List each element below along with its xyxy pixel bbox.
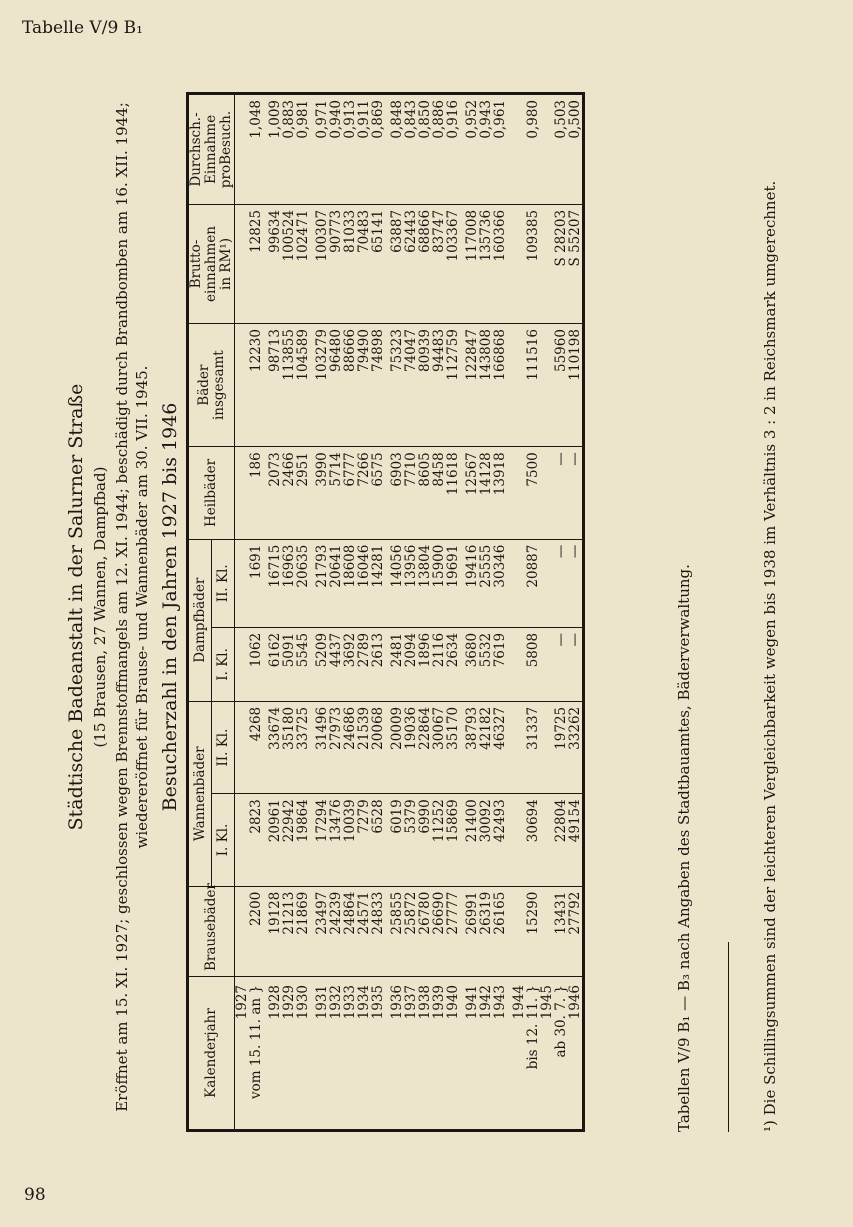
cell-ges: 113855 — [282, 324, 296, 447]
cell-d2: 18608 — [343, 539, 357, 627]
cell-w1: 7279 — [357, 794, 371, 886]
cell-heil: 3990 — [315, 447, 329, 539]
cell-w1: 30694 — [526, 794, 540, 886]
cell-heil: 8458 — [432, 447, 446, 539]
cell-brutto: 63887 — [390, 204, 404, 323]
cell-year: 1933 — [343, 977, 357, 1131]
cell-d2: 20887 — [526, 539, 540, 627]
cell-brause: 15290 — [526, 886, 540, 976]
cell-year: 1945 — [540, 977, 554, 1131]
cell-d1: 4437 — [329, 627, 343, 701]
cell-avg: 0,869 — [371, 94, 385, 205]
cell-brause: 27792 — [568, 886, 584, 976]
cell-heil: 2466 — [282, 447, 296, 539]
cell-year: 1932 — [329, 977, 343, 1131]
cell-ges: 166868 — [493, 324, 507, 447]
cell-avg: 0,500 — [568, 94, 584, 205]
cell-brause — [512, 886, 526, 976]
cell-d2: 19691 — [446, 539, 460, 627]
cell-brause: 23497 — [315, 886, 329, 976]
cell-brause — [235, 886, 250, 976]
header-wannen-klasse-2: II. Kl. — [212, 701, 235, 793]
cell-d1 — [235, 627, 250, 701]
cell-ges: 112759 — [446, 324, 460, 447]
cell-year: 1928 — [268, 977, 282, 1131]
cell-d1: 5532 — [479, 627, 493, 701]
cell-ges: 110198 — [568, 324, 584, 447]
cell-w1: 42493 — [493, 794, 507, 886]
table-body — [235, 94, 584, 1131]
cell-d1 — [512, 627, 526, 701]
cell-w1: 5379 — [404, 794, 418, 886]
cell-avg: 0,886 — [432, 94, 446, 205]
table-row — [329, 94, 343, 1131]
header-dampf-klasse-1: I. Kl. — [212, 627, 235, 701]
cell-brutto: 100307 — [315, 204, 329, 323]
cell-brutto: 160366 — [493, 204, 507, 323]
cell-brutto: 62443 — [404, 204, 418, 323]
cell-w2: 35180 — [282, 701, 296, 793]
cell-year: 1942 — [479, 977, 493, 1131]
cell-avg — [540, 94, 554, 205]
cell-heil: 2951 — [296, 447, 310, 539]
table-row — [540, 94, 554, 1131]
cell-year: 1936 — [390, 977, 404, 1131]
header-brutto-line-3: in RM¹) — [218, 238, 234, 290]
cell-w2: 46327 — [493, 701, 507, 793]
cell-year: 1934 — [357, 977, 371, 1131]
table-row — [526, 94, 540, 1131]
cell-avg: 0,940 — [329, 94, 343, 205]
cell-w2: 22864 — [418, 701, 432, 793]
cell-ges: 12230 — [249, 324, 263, 447]
cell-ges: 55960 — [554, 324, 568, 447]
cell-d2 — [512, 539, 526, 627]
cell-d1: 1062 — [249, 627, 263, 701]
header-durchschnitt — [188, 94, 235, 205]
cell-w1: 15869 — [446, 794, 460, 886]
header-baeder-insgesamt — [188, 324, 235, 447]
cell-d1: 6162 — [268, 627, 282, 701]
document-subtitle: (15 Brausen, 27 Wannen, Dampfbad) — [91, 466, 109, 748]
visitor-statistics-table — [186, 92, 585, 1132]
table-row — [235, 94, 250, 1131]
cell-d2: 16046 — [357, 539, 371, 627]
cell-ges — [235, 324, 250, 447]
cell-d1: 3692 — [343, 627, 357, 701]
cell-brause: 21213 — [282, 886, 296, 976]
cell-w2: 20009 — [390, 701, 404, 793]
cell-d2: 13804 — [418, 539, 432, 627]
cell-year: 1929 — [282, 977, 296, 1131]
cell-year: 1941 — [465, 977, 479, 1131]
cell-w2: 27973 — [329, 701, 343, 793]
cell-ges — [540, 324, 554, 447]
cell-brause — [540, 886, 554, 976]
cell-heil — [512, 447, 526, 539]
header-wannenbaeder: Wannenbäder — [188, 701, 212, 886]
cell-d1: 3680 — [465, 627, 479, 701]
cell-year: 1937 — [404, 977, 418, 1131]
cell-w1: 21400 — [465, 794, 479, 886]
cell-ges: 98713 — [268, 324, 282, 447]
cell-w1 — [512, 794, 526, 886]
cell-brutto: 70483 — [357, 204, 371, 323]
cell-ges: 80939 — [418, 324, 432, 447]
cell-avg: 0,971 — [315, 94, 329, 205]
cell-ges: 74047 — [404, 324, 418, 447]
header-dampf-klasse-2: II. Kl. — [212, 539, 235, 627]
cell-brause: 26690 — [432, 886, 446, 976]
history-note-line-2: wiedereröffnet für Brause- und Wannenbäder am 30. VII. 1945. — [133, 365, 151, 849]
cell-avg: 0,980 — [526, 94, 540, 205]
cell-year: 1935 — [371, 977, 385, 1131]
cell-ges — [512, 324, 526, 447]
cell-d2: 30346 — [493, 539, 507, 627]
table-row — [568, 94, 584, 1131]
table-row — [315, 94, 329, 1131]
cell-heil: 7500 — [526, 447, 540, 539]
cell-ges: 111516 — [526, 324, 540, 447]
cell-brause: 26780 — [418, 886, 432, 976]
cell-brause: 24833 — [371, 886, 385, 976]
cell-brause: 24571 — [357, 886, 371, 976]
cell-w2: 33674 — [268, 701, 282, 793]
cell-w2: 19036 — [404, 701, 418, 793]
cell-brutto — [540, 204, 554, 323]
cell-brutto: 90773 — [329, 204, 343, 323]
cell-w1: 11252 — [432, 794, 446, 886]
cell-avg: 0,913 — [343, 94, 357, 205]
cell-brause: 26991 — [465, 886, 479, 976]
cell-w2: 33725 — [296, 701, 310, 793]
cell-d1: 5808 — [526, 627, 540, 701]
header-insgesamt-line-1: Bäder — [195, 364, 212, 406]
cell-avg: 0,503 — [554, 94, 568, 205]
cell-brutto: 109385 — [526, 204, 540, 323]
cell-w2: 31496 — [315, 701, 329, 793]
cell-d2: — — [554, 539, 568, 627]
cell-heil: 7710 — [404, 447, 418, 539]
table-row — [343, 94, 357, 1131]
cell-year: ab 30. 7. } — [554, 977, 568, 1131]
cell-d2: 14281 — [371, 539, 385, 627]
cell-w2: 20068 — [371, 701, 385, 793]
cell-w1: 22942 — [282, 794, 296, 886]
cell-brause: 26165 — [493, 886, 507, 976]
cell-year: 1939 — [432, 977, 446, 1131]
header-heilbaeder: Heilbäder — [188, 447, 235, 539]
cell-heil: 14128 — [479, 447, 493, 539]
cell-brutto: 65141 — [371, 204, 385, 323]
cell-heil: 8605 — [418, 447, 432, 539]
cell-brutto — [512, 204, 526, 323]
cell-d1: 2481 — [390, 627, 404, 701]
cell-d1: 2789 — [357, 627, 371, 701]
cell-ges: 122847 — [465, 324, 479, 447]
cell-w2: 33262 — [568, 701, 584, 793]
header-durchschnitt-line-2: Einnahme — [203, 114, 219, 185]
cell-d1: 2613 — [371, 627, 385, 701]
cell-d1: 2094 — [404, 627, 418, 701]
table-row — [268, 94, 282, 1131]
cell-avg: 0,952 — [465, 94, 479, 205]
cell-avg: 0,848 — [390, 94, 404, 205]
cell-brutto: 12825 — [249, 204, 263, 323]
cell-avg: 1,048 — [249, 94, 263, 205]
rotated-page-content — [63, 52, 853, 1162]
cell-w2 — [512, 701, 526, 793]
cell-brutto: S 55207 — [568, 204, 584, 323]
cell-ges: 143808 — [479, 324, 493, 447]
cell-w1: 30092 — [479, 794, 493, 886]
cell-w1: 19864 — [296, 794, 310, 886]
cell-w1 — [540, 794, 554, 886]
cell-heil: 6575 — [371, 447, 385, 539]
cell-heil: 5714 — [329, 447, 343, 539]
cell-brutto — [235, 204, 250, 323]
cell-ges: 88666 — [343, 324, 357, 447]
table-row — [390, 94, 404, 1131]
cell-brutto: 103367 — [446, 204, 460, 323]
cell-ges: 79490 — [357, 324, 371, 447]
cell-d1: 5209 — [315, 627, 329, 701]
cell-d2: 16963 — [282, 539, 296, 627]
table-row — [418, 94, 432, 1131]
cell-d1: — — [568, 627, 584, 701]
cell-brutto: 68866 — [418, 204, 432, 323]
cell-d1: 1896 — [418, 627, 432, 701]
cell-d1: — — [554, 627, 568, 701]
table-row — [371, 94, 385, 1131]
cell-w2: 21539 — [357, 701, 371, 793]
cell-heil — [235, 447, 250, 539]
cell-avg: 0,943 — [479, 94, 493, 205]
cell-brause: 21869 — [296, 886, 310, 976]
header-brausebaeder: Brausebäder — [188, 886, 235, 976]
header-brutto-line-2: einnahmen — [203, 226, 219, 302]
cell-w2 — [235, 701, 250, 793]
cell-year: 1944 — [512, 977, 526, 1131]
cell-brutto: 135736 — [479, 204, 493, 323]
cell-heil: 6903 — [390, 447, 404, 539]
cell-d1: 2116 — [432, 627, 446, 701]
cell-w2: 35170 — [446, 701, 460, 793]
cell-brause: 24239 — [329, 886, 343, 976]
cell-w2: 19725 — [554, 701, 568, 793]
cell-w1 — [235, 794, 250, 886]
footnote-divider — [728, 942, 729, 1132]
cell-brause: 19128 — [268, 886, 282, 976]
cell-d1: 7619 — [493, 627, 507, 701]
cell-brause: 13431 — [554, 886, 568, 976]
table-row — [465, 94, 479, 1131]
cell-w2: 42182 — [479, 701, 493, 793]
cell-avg: 0,916 — [446, 94, 460, 205]
cell-d2: — — [568, 539, 584, 627]
cell-w1: 17294 — [315, 794, 329, 886]
cell-year: bis 12. 11. } — [526, 977, 540, 1131]
table-row — [479, 94, 493, 1131]
cell-year: vom 15. 11. an } — [249, 977, 263, 1131]
document-title: Städtische Badeanstalt in der Salurner Straße — [65, 383, 87, 831]
cell-heil: 2073 — [268, 447, 282, 539]
cell-w2: 30067 — [432, 701, 446, 793]
header-durchschnitt-line-1: Durchsch.- — [188, 112, 204, 187]
page-number: 98 — [24, 1185, 46, 1205]
cell-brause: 25872 — [404, 886, 418, 976]
cell-ges: 104589 — [296, 324, 310, 447]
cell-avg: 1,009 — [268, 94, 282, 205]
cell-brause: 25855 — [390, 886, 404, 976]
cell-d2: 20635 — [296, 539, 310, 627]
cell-avg: 0,850 — [418, 94, 432, 205]
table-row — [357, 94, 371, 1131]
table-row — [554, 94, 568, 1131]
cell-ges: 94483 — [432, 324, 446, 447]
cell-avg — [235, 94, 250, 205]
cell-w1: 6528 — [371, 794, 385, 886]
cell-year: 1930 — [296, 977, 310, 1131]
cell-heil: 186 — [249, 447, 263, 539]
cell-d2: 20641 — [329, 539, 343, 627]
cell-brause: 2200 — [249, 886, 263, 976]
cell-d2: 1691 — [249, 539, 263, 627]
cell-brutto: S 28203 — [554, 204, 568, 323]
header-insgesamt-line-2: insgesamt — [210, 350, 227, 421]
cell-w1: 6990 — [418, 794, 432, 886]
cell-avg: 0,961 — [493, 94, 507, 205]
header-kalenderjahr: Kalenderjahr — [188, 977, 235, 1131]
header-dampfbaeder: Dampfbäder — [188, 539, 212, 701]
cell-w2: 4268 — [249, 701, 263, 793]
table-row — [296, 94, 310, 1131]
cell-heil: 11618 — [446, 447, 460, 539]
cell-brutto: 99634 — [268, 204, 282, 323]
cell-avg — [512, 94, 526, 205]
header-durchschnitt-line-3: proBesuch. — [218, 110, 234, 189]
cell-ges: 103279 — [315, 324, 329, 447]
cell-d2: 21793 — [315, 539, 329, 627]
cell-avg: 0,843 — [404, 94, 418, 205]
footnote: ¹) Die Schillingsummen sind der leichteren Vergleichbarkeit wegen bis 1938 im Verhältnis 3 : 2 in Reichsmark umgerechnet. — [761, 180, 779, 1132]
cell-d2 — [235, 539, 250, 627]
history-note-line-1: Eröffnet am 15. XI. 1927; geschlossen wegen Brennstoffmangels am 12. XI. 1944; beschädigt durch Brandbomben am 16. XII. 1944; — [113, 102, 131, 1112]
cell-year: 1946 — [568, 977, 584, 1131]
cell-w2: 38793 — [465, 701, 479, 793]
cell-brutto: 81033 — [343, 204, 357, 323]
cell-brause: 24864 — [343, 886, 357, 976]
cell-heil: — — [568, 447, 584, 539]
cell-d1: 2634 — [446, 627, 460, 701]
cell-w2: 31337 — [526, 701, 540, 793]
cell-year: 1927 — [235, 977, 250, 1131]
cell-heil: 12567 — [465, 447, 479, 539]
cell-heil: 13918 — [493, 447, 507, 539]
cell-avg: 0,883 — [282, 94, 296, 205]
table-row — [493, 94, 507, 1131]
cell-ges: 96480 — [329, 324, 343, 447]
cell-w1: 10039 — [343, 794, 357, 886]
cell-year: 1938 — [418, 977, 432, 1131]
cell-heil — [540, 447, 554, 539]
cell-d2: 14056 — [390, 539, 404, 627]
cell-heil: — — [554, 447, 568, 539]
cell-brutto: 102471 — [296, 204, 310, 323]
cell-d2: 25555 — [479, 539, 493, 627]
cell-d1 — [540, 627, 554, 701]
cell-year: 1943 — [493, 977, 507, 1131]
cell-w1: 49154 — [568, 794, 584, 886]
cell-ges: 74898 — [371, 324, 385, 447]
cell-d2 — [540, 539, 554, 627]
cell-w1: 22804 — [554, 794, 568, 886]
table-row — [404, 94, 418, 1131]
cell-d2: 15900 — [432, 539, 446, 627]
cell-d2: 19416 — [465, 539, 479, 627]
cell-brause: 26319 — [479, 886, 493, 976]
table-row — [249, 94, 263, 1131]
cell-heil: 6777 — [343, 447, 357, 539]
cell-w1: 13476 — [329, 794, 343, 886]
cell-year: 1931 — [315, 977, 329, 1131]
cell-w2 — [540, 701, 554, 793]
cell-avg: 0,981 — [296, 94, 310, 205]
cell-w1: 6019 — [390, 794, 404, 886]
table-reference: Tabelle V/9 B₁ — [22, 18, 143, 38]
table-heading: Besucherzahl in den Jahren 1927 bis 1946 — [159, 402, 181, 812]
cell-avg: 0,911 — [357, 94, 371, 205]
cell-d2: 16715 — [268, 539, 282, 627]
cell-d2: 13956 — [404, 539, 418, 627]
cell-year: 1940 — [446, 977, 460, 1131]
cell-d1: 5545 — [296, 627, 310, 701]
header-brutto-line-1: Brutto- — [188, 239, 204, 289]
cell-heil: 7266 — [357, 447, 371, 539]
table-row — [446, 94, 460, 1131]
cell-brause: 27777 — [446, 886, 460, 976]
table-row — [282, 94, 296, 1131]
table-row — [432, 94, 446, 1131]
table-row — [512, 94, 526, 1131]
cell-brutto: 100524 — [282, 204, 296, 323]
cell-w2: 24686 — [343, 701, 357, 793]
cell-w1: 2823 — [249, 794, 263, 886]
cell-brutto: 83747 — [432, 204, 446, 323]
header-wannen-klasse-1: I. Kl. — [212, 794, 235, 886]
table-caption: Tabellen V/9 B₁ — B₃ nach Angaben des Stadtbauamtes, Bäderverwaltung. — [675, 564, 693, 1132]
cell-ges: 75323 — [390, 324, 404, 447]
cell-brutto: 117008 — [465, 204, 479, 323]
cell-d1: 5091 — [282, 627, 296, 701]
header-bruttoeinnahmen — [188, 204, 235, 323]
cell-w1: 20961 — [268, 794, 282, 886]
